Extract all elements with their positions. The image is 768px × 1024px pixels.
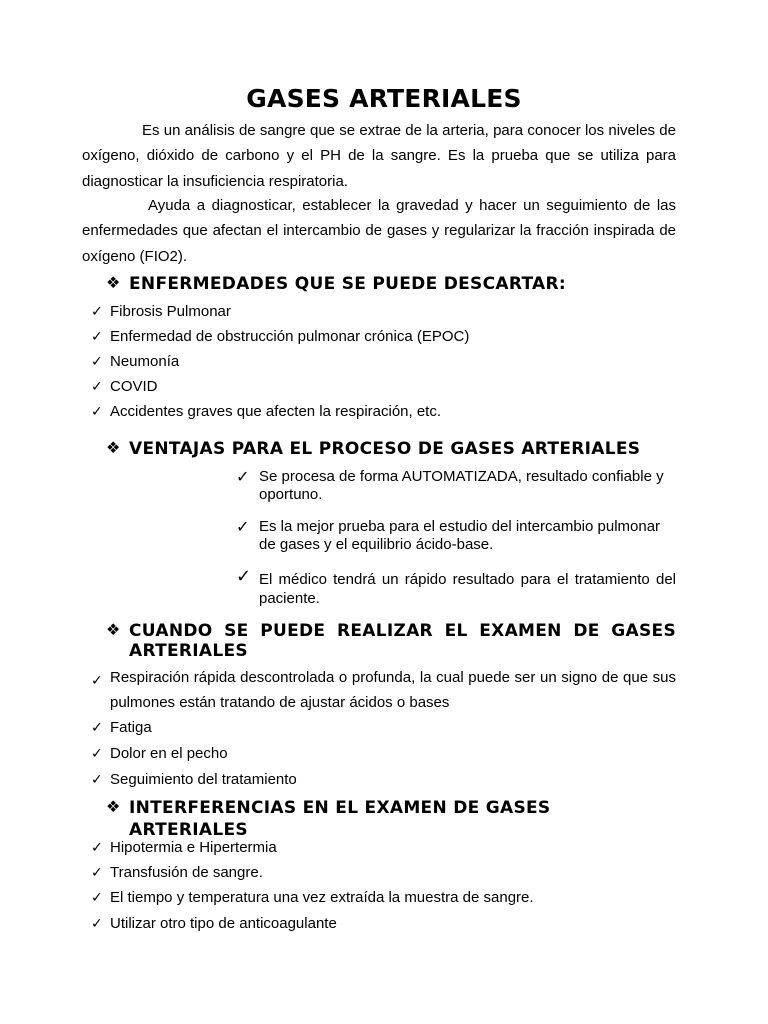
list-item-text: Neumonía (110, 353, 180, 370)
list-item (91, 719, 676, 737)
list-item-text: Se procesa de forma AUTOMATIZADA, resultado confiable y oportuno. (259, 468, 664, 503)
intro-paragraph-1: Es un análisis de sangre que se extrae de la arteria, para conocer los niveles de oxígeno, dióxido de carbono y el PH de la sangre. Es la prueba que se utiliza para diagnosticar la insuficiencia respiratoria. (82, 122, 676, 190)
list-item-text: Enfermedad de obstrucción pulmonar crónica (EPOC) (110, 328, 470, 345)
list-item (91, 915, 676, 933)
section-heading-text-line1: CUANDO SE PUEDE REALIZAR EL EXAMEN DE GASES (129, 621, 676, 641)
list-item-text: Respiración rápida descontrolada o profunda, la cual puede ser un signo de que sus pulmones están tratando de ajustar ácidos o bases (110, 669, 676, 711)
list-item-text: Fibrosis Pulmonar (110, 303, 231, 320)
list-item (91, 889, 676, 907)
section-heading-interferencias (106, 796, 676, 841)
list-item (236, 467, 676, 504)
list-item (236, 517, 676, 554)
checkmark-icon: ✓ (91, 673, 103, 689)
checkmark-icon: ✓ (91, 354, 103, 370)
section-heading-text-line2: ARTERIALES (129, 641, 248, 661)
section-heading-text-line2: ARTERIALES (129, 820, 248, 840)
section-heading-enfermedades (106, 273, 676, 294)
diamond-bullet-icon: ❖ (106, 797, 121, 816)
list-item (91, 403, 676, 421)
checkmark-icon: ✓ (236, 566, 252, 587)
checkmark-icon: ✓ (236, 517, 250, 536)
list-item (91, 353, 676, 371)
section-heading-text-line1: INTERFERENCIAS EN EL EXAMEN DE GASES (129, 798, 551, 818)
checkmark-icon: ✓ (91, 865, 103, 881)
checkmark-icon: ✓ (91, 404, 103, 420)
section-heading-cuando (106, 620, 676, 661)
checkmark-icon: ✓ (91, 329, 103, 345)
list-item-text: COVID (110, 378, 158, 395)
section-heading-ventajas (106, 438, 676, 459)
list-item-text: El tiempo y temperatura una vez extraída la muestra de sangre. (110, 889, 534, 906)
checkmark-icon: ✓ (91, 720, 103, 736)
list-item (91, 665, 676, 715)
list-item-text: Seguimiento del tratamiento (110, 771, 297, 788)
list-item-text: Fatiga (110, 719, 152, 736)
list-item-text: Hipotermia e Hipertermia (110, 839, 277, 856)
list-item (91, 864, 676, 882)
page-title: GASES ARTERIALES (246, 84, 522, 113)
list-item-text: Transfusión de sangre. (110, 864, 263, 881)
list-item (91, 839, 676, 857)
checkmark-icon: ✓ (91, 840, 103, 856)
intro-paragraph-2: Ayuda a diagnosticar, establecer la gravedad y hacer un seguimiento de las enfermedades que afectan el intercambio de gases y regularizar la fracción inspirada de oxígeno (FIO2). (82, 197, 676, 265)
list-item-text: El médico tendrá un rápido resultado para el tratamiento del paciente. (259, 571, 676, 607)
list-item (236, 566, 676, 608)
diamond-bullet-icon: ❖ (106, 273, 121, 292)
list-item (91, 303, 676, 321)
diamond-bullet-icon: ❖ (106, 620, 121, 639)
section-heading-text: ENFERMEDADES QUE SE PUEDE DESCARTAR: (129, 274, 566, 294)
diamond-bullet-icon: ❖ (106, 438, 121, 457)
list-item-text: Utilizar otro tipo de anticoagulante (110, 915, 337, 932)
list-item-text: Dolor en el pecho (110, 745, 228, 762)
checkmark-icon: ✓ (91, 890, 103, 906)
list-item-text: Es la mejor prueba para el estudio del intercambio pulmonar de gases y el equilibrio ácido-base. (259, 518, 661, 553)
list-item (91, 745, 676, 763)
checkmark-icon: ✓ (91, 772, 103, 788)
list-item (91, 378, 676, 396)
section-heading-text: VENTAJAS PARA EL PROCESO DE GASES ARTERIALES (129, 439, 641, 459)
checkmark-icon: ✓ (91, 746, 103, 762)
checkmark-icon: ✓ (91, 916, 103, 932)
checkmark-icon: ✓ (236, 467, 250, 486)
list-item-text: Accidentes graves que afecten la respiración, etc. (110, 403, 442, 420)
list-item (91, 328, 676, 346)
checkmark-icon: ✓ (91, 304, 103, 320)
checkmark-icon: ✓ (91, 379, 103, 395)
list-item (91, 771, 676, 789)
